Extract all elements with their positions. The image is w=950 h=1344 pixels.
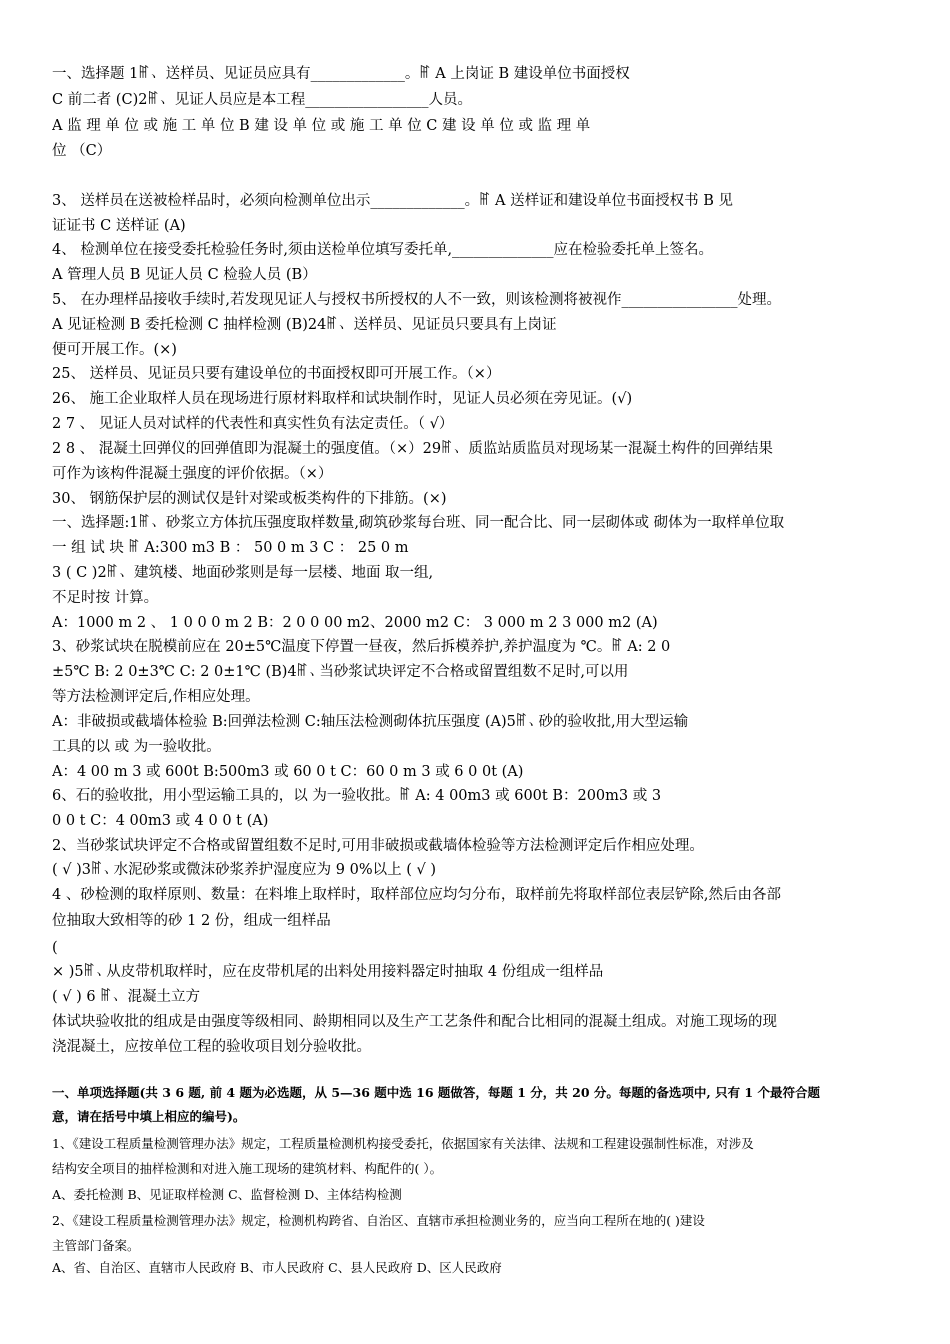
section-heading: 一、单项选择题(共 3 6 题, 前 4 题为必选题，从 5—36 题中选 16 题做答，每题 1 分，共 20 分。每题的备选项中, 只有 1 个最符合题 [52, 1085, 820, 1100]
text-line: 体试块验收批的组成是由强度等级相同、龄期相同以及生产工艺条件和配合比相同的混凝土组成。对施工现场的现 [52, 1014, 777, 1030]
question-line: 1、《建设工程质量检测管理办法》规定，工程质量检测机构接受委托，依据国家有关法律、法规和工程建设强制性标准，对涉及 [52, 1136, 754, 1151]
text-line: 一、选择题:1ꂵ、 砂浆立方体抗压强度取样数量,砌筑砂浆每台班、同一配合比、同一层砌体或 砌体为一取样单位取 [52, 515, 785, 531]
text-line: ( [52, 940, 58, 956]
text-line: ( √ )3ꂵ、水泥砂浆或微沫砂浆养护湿度应为 9 0%以上 ( √ ) [52, 862, 436, 878]
text-line: ±5℃ B: 2 0±3℃ C: 2 0±1℃ (B)4ꂵ、当砂浆试块评定不合格或留置组数不足时,可以用 [52, 664, 629, 680]
text-line: 0 0 t C：4 00m3 或 4 0 0 t (A) [52, 813, 269, 829]
text-line: 2 8 、 混凝土回弹仪的回弹值即为混凝土的强度值。（×）29ꂵ、 质监站质监员对现场某一混凝土构件的回弹结果 [52, 441, 773, 457]
section-heading: 意，请在括号中填上相应的编号)。 [52, 1109, 246, 1124]
text-line: 25、 送样员、见证员只要有建设单位的书面授权即可开展工作。（×） [52, 366, 501, 382]
text-line: 不足时按 计算。 [52, 590, 159, 606]
text-line: 4、 检测单位在接受委托检验任务时,须由送检单位填写委托单,______________应在检验委托单上签名。 [52, 242, 714, 258]
text-line: 一、选择题 1ꂵ、 送样员、见证员应具有_____________。ꂵ A 上岗证 B 建设单位书面授权 [52, 66, 630, 82]
text-line: 可作为该构件混凝土强度的评价依据。（×） [52, 466, 333, 482]
question-line: A、省、自治区、直辖市人民政府 B、市人民政府 C、县人民政府 D、区人民政府 [52, 1260, 502, 1275]
text-line: 等方法检测评定后,作相应处理。 [52, 689, 260, 705]
text-line: A 监 理 单 位 或 施 工 单 位 B 建 设 单 位 或 施 工 单 位 C 建 设 单 位 或 监 理 单 [52, 118, 591, 134]
text-line: 26、 施工企业取样人员在现场进行原材料取样和试块制作时，见证人员必须在旁见证。(√) [52, 391, 633, 407]
text-line: C 前二者 (C)2ꂵ、 见证人员应是本工程_________________人员。 [52, 92, 472, 108]
text-line: 便可开展工作。(×) [52, 342, 177, 358]
text-line: A：4 00 m 3 或 600t B:500m3 或 60 0 t C：60 0 m 3 或 6 0 0t (A) [52, 764, 524, 780]
text-line: 6、石的验收批，用小型运输工具的，以 为一验收批。ꂵ A: 4 00m3 或 600t B：200m3 或 3 [52, 788, 662, 804]
text-line: 3、 送样员在送被检样品时，必须向检测单位出示_____________。ꂵ A 送样证和建设单位书面授权书 B 见 [52, 193, 733, 209]
text-line: 5、 在办理样品接收手续时,若发现见证人与授权书所授权的人不一致，则该检测将被视作________________处理。 [52, 292, 781, 308]
text-line: A：非破损或截墙体检验 B:回弹法检测 C:轴压法检测砌体抗压强度 (A)5ꂵ、砂的验收批,用大型运输 [52, 714, 689, 730]
text-line: 工具的以 或 为一验收批。 [52, 739, 221, 755]
question-line: 主管部门备案。 [52, 1238, 140, 1253]
text-line: 4 、砂检测的取样原则、数量：在料堆上取样时，取样部位应均匀分布，取样前先将取样部位表层铲除,然后由各部 [52, 887, 781, 903]
text-line: 位 （C） [52, 143, 112, 159]
text-line: ( √ ) 6 ꂵ、 混凝土立方 [52, 989, 200, 1005]
text-line: 证证书 C 送样证 (A) [52, 218, 186, 234]
text-line: 30、 钢筋保护层的测试仅是针对梁或板类构件的下排筋。(×) [52, 491, 447, 507]
text-line: 浇混凝土，应按单位工程的验收项目划分验收批。 [52, 1039, 371, 1055]
text-line: 一 组 试 块 ꂵ A:300 m3 B ： 50 0 m 3 C ： 25 0 m [52, 540, 409, 556]
text-line: × )5ꂵ、从皮带机取样时，应在皮带机尾的出料处用接料器定时抽取 4 份组成一组样品 [52, 964, 604, 980]
text-line: A：1000 m 2 、 1 0 0 0 m 2 B：2 0 0 00 m2、2000 m2 C： 3 000 m 2 3 000 m2 (A) [52, 615, 658, 631]
question-line: 2、《建设工程质量检测管理办法》规定，检测机构跨省、自治区、直辖市承担检测业务的，应当向工程所在地的( )建设 [52, 1213, 705, 1228]
text-line: 3、砂浆试块在脱模前应在 20±5℃温度下停置一昼夜，然后拆模养护,养护温度为 ℃。ꂵ A: 2 0 [52, 639, 671, 655]
question-line: A、委托检测 B、见证取样检测 C、监督检测 D、主体结构检测 [52, 1187, 402, 1202]
text-line: A 管理人员 B 见证人员 C 检验人员 (B） [52, 267, 317, 283]
text-line: 2 7 、 见证人员对试样的代表性和真实性负有法定责任。（ √） [52, 416, 454, 432]
text-line: 2、当砂浆试块评定不合格或留置组数不足时,可用非破损或截墙体检验等方法检测评定后作相应处理。 [52, 838, 704, 854]
text-line: 位抽取大致相等的砂 1 2 份，组成一组样品 [52, 913, 331, 929]
question-line: 结构安全项目的抽样检测和对进入施工现场的建筑材料、构配件的( ）。 [52, 1161, 443, 1176]
text-line: 3 ( C )2ꂵ、 建筑楼、地面砂浆则是每一层楼、地面 取一组, [52, 565, 434, 581]
text-line: A 见证检测 B 委托检测 C 抽样检测 (B)24ꂵ、 送样员、见证员只要具有上岗证 [52, 317, 557, 333]
